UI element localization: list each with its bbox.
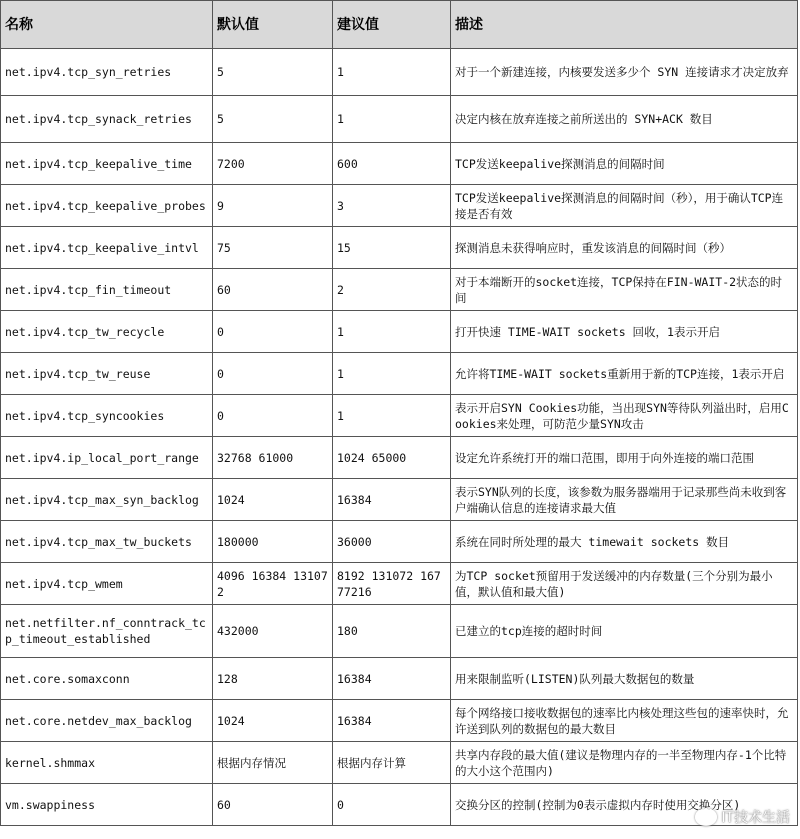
description-cell: 用来限制监听(LISTEN)队列最大数据包的数量 <box>451 658 798 700</box>
header-suggested: 建议值 <box>333 1 451 49</box>
description-cell: 允许将TIME-WAIT sockets重新用于新的TCP连接，1表示开启 <box>451 353 798 395</box>
param-name-cell: net.ipv4.tcp_synack_retries <box>1 96 213 143</box>
param-name-cell: vm.swappiness <box>1 784 213 826</box>
param-name-cell: net.ipv4.tcp_tw_reuse <box>1 353 213 395</box>
description-cell: 表示开启SYN Cookies功能，当出现SYN等待队列溢出时，启用Cookies来处理，可防范少量SYN攻击 <box>451 395 798 437</box>
default-value-cell: 75 <box>213 227 333 269</box>
watermark-text: IT技术生活 <box>721 810 790 826</box>
param-name-cell: net.ipv4.tcp_keepalive_probes <box>1 185 213 227</box>
description-cell: 探测消息未获得响应时，重发该消息的间隔时间（秒） <box>451 227 798 269</box>
table-row <box>1 479 798 521</box>
table-row <box>1 96 798 143</box>
suggested-value-cell: 1024 65000 <box>333 437 451 479</box>
param-name-cell: net.ipv4.ip_local_port_range <box>1 437 213 479</box>
table-row <box>1 742 798 784</box>
default-value-cell: 5 <box>213 96 333 143</box>
param-name-cell: net.core.netdev_max_backlog <box>1 700 213 742</box>
table-row <box>1 784 798 826</box>
description-cell: 交换分区的控制(控制为0表示虚拟内存时使用交换分区) <box>451 784 798 826</box>
description-cell: 对于一个新建连接，内核要发送多少个 SYN 连接请求才决定放弃 <box>451 49 798 96</box>
param-name-cell: net.netfilter.nf_conntrack_tcp_timeout_established <box>1 605 213 658</box>
param-name-cell: net.ipv4.tcp_wmem <box>1 563 213 605</box>
description-cell: TCP发送keepalive探测消息的间隔时间（秒），用于确认TCP连接是否有效 <box>451 185 798 227</box>
param-name-cell: net.ipv4.tcp_syn_retries <box>1 49 213 96</box>
table-row <box>1 563 798 605</box>
table-body <box>1 49 798 826</box>
table-row <box>1 395 798 437</box>
table-row <box>1 311 798 353</box>
default-value-cell: 7200 <box>213 143 333 185</box>
param-name-cell: net.ipv4.tcp_syncookies <box>1 395 213 437</box>
description-cell: 共享内存段的最大值(建议是物理内存的一半至物理内存-1个比特的大小这个范围内) <box>451 742 798 784</box>
suggested-value-cell: 1 <box>333 353 451 395</box>
description-cell: 每个网络接口接收数据包的速率比内核处理这些包的速率快时，允许送到队列的数据包的最大数目 <box>451 700 798 742</box>
default-value-cell: 0 <box>213 395 333 437</box>
description-cell: 系统在同时所处理的最大 timewait sockets 数目 <box>451 521 798 563</box>
description-cell: 决定内核在放弃连接之前所送出的 SYN+ACK 数目 <box>451 96 798 143</box>
suggested-value-cell: 根据内存计算 <box>333 742 451 784</box>
default-value-cell: 128 <box>213 658 333 700</box>
param-name-cell: net.ipv4.tcp_max_tw_buckets <box>1 521 213 563</box>
default-value-cell: 9 <box>213 185 333 227</box>
suggested-value-cell: 180 <box>333 605 451 658</box>
suggested-value-cell: 1 <box>333 96 451 143</box>
default-value-cell: 4096 16384 131072 <box>213 563 333 605</box>
table-row <box>1 658 798 700</box>
description-cell: 已建立的tcp连接的超时时间 <box>451 605 798 658</box>
suggested-value-cell: 2 <box>333 269 451 311</box>
suggested-value-cell: 16384 <box>333 658 451 700</box>
default-value-cell: 60 <box>213 784 333 826</box>
suggested-value-cell: 3 <box>333 185 451 227</box>
header-description: 描述 <box>451 1 798 49</box>
suggested-value-cell: 1 <box>333 311 451 353</box>
default-value-cell: 180000 <box>213 521 333 563</box>
suggested-value-cell: 600 <box>333 143 451 185</box>
param-name-cell: net.ipv4.tcp_tw_recycle <box>1 311 213 353</box>
default-value-cell: 1024 <box>213 700 333 742</box>
table-row <box>1 143 798 185</box>
table-row <box>1 353 798 395</box>
table-row <box>1 437 798 479</box>
suggested-value-cell: 8192 131072 16777216 <box>333 563 451 605</box>
table-row <box>1 49 798 96</box>
param-name-cell: net.core.somaxconn <box>1 658 213 700</box>
default-value-cell: 32768 61000 <box>213 437 333 479</box>
suggested-value-cell: 36000 <box>333 521 451 563</box>
param-name-cell: net.ipv4.tcp_fin_timeout <box>1 269 213 311</box>
default-value-cell: 5 <box>213 49 333 96</box>
default-value-cell: 根据内存情况 <box>213 742 333 784</box>
table-row <box>1 269 798 311</box>
description-cell: TCP发送keepalive探测消息的间隔时间 <box>451 143 798 185</box>
param-name-cell: net.ipv4.tcp_keepalive_time <box>1 143 213 185</box>
description-cell: 设定允许系统打开的端口范围，即用于向外连接的端口范围 <box>451 437 798 479</box>
table-row <box>1 227 798 269</box>
table-row <box>1 521 798 563</box>
suggested-value-cell: 1 <box>333 49 451 96</box>
param-name-cell: kernel.shmmax <box>1 742 213 784</box>
header-row <box>1 1 798 49</box>
suggested-value-cell: 15 <box>333 227 451 269</box>
param-name-cell: net.ipv4.tcp_keepalive_intvl <box>1 227 213 269</box>
description-cell: 表示SYN队列的长度，该参数为服务器端用于记录那些尚未收到客户端确认信息的连接请求最大值 <box>451 479 798 521</box>
header-default: 默认值 <box>213 1 333 49</box>
suggested-value-cell: 0 <box>333 784 451 826</box>
table-row <box>1 185 798 227</box>
param-name-cell: net.ipv4.tcp_max_syn_backlog <box>1 479 213 521</box>
table-row <box>1 605 798 658</box>
description-cell: 为TCP socket预留用于发送缓冲的内存数量(三个分别为最小值，默认值和最大值) <box>451 563 798 605</box>
default-value-cell: 0 <box>213 353 333 395</box>
default-value-cell: 60 <box>213 269 333 311</box>
description-cell: 打开快速 TIME-WAIT sockets 回收，1表示开启 <box>451 311 798 353</box>
suggested-value-cell: 16384 <box>333 700 451 742</box>
suggested-value-cell: 16384 <box>333 479 451 521</box>
description-cell: 对于本端断开的socket连接，TCP保持在FIN-WAIT-2状态的时间 <box>451 269 798 311</box>
header-name: 名称 <box>1 1 213 49</box>
default-value-cell: 1024 <box>213 479 333 521</box>
default-value-cell: 432000 <box>213 605 333 658</box>
suggested-value-cell: 1 <box>333 395 451 437</box>
table-row <box>1 700 798 742</box>
default-value-cell: 0 <box>213 311 333 353</box>
table-header <box>1 1 798 49</box>
